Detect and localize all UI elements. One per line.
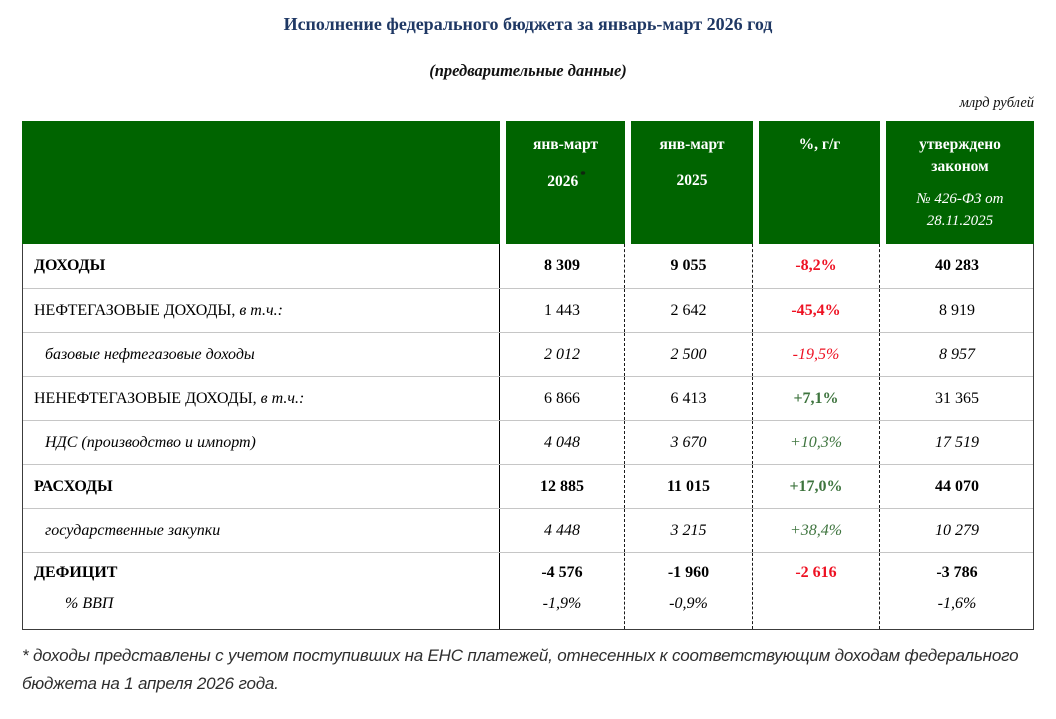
value-cell	[753, 421, 880, 464]
value-cell	[753, 465, 880, 508]
header-cell-pct-yoy	[753, 121, 880, 244]
row-label-cell	[23, 465, 500, 508]
row-label-suffix: в т.ч.:	[235, 301, 283, 319]
report-page	[0, 14, 1056, 719]
cell-value: 3 215	[670, 521, 707, 539]
cell-value: 6 866	[544, 389, 580, 407]
value-cell	[625, 553, 753, 629]
value-cell	[880, 465, 1034, 508]
cell-value: 4 448	[544, 521, 580, 539]
row-label: НЕНЕФТЕГАЗОВЫЕ ДОХОДЫ,	[34, 389, 257, 407]
cell-value: 10 279	[935, 521, 979, 539]
header-approved-label: утверждено законом	[919, 136, 1001, 176]
cell-value: 12 885	[540, 477, 584, 495]
footnote: * доходы представлены с учетом поступивших на ЕНС платежей, отнесенных к соответствующим доходам федерального бюджета на 1 апреля 2026 года.	[22, 646, 1019, 693]
row-label: государственные закупки	[45, 521, 221, 539]
value-cell	[500, 553, 625, 629]
row-label: ДОХОДЫ	[34, 257, 106, 274]
cell-value: 17 519	[935, 433, 979, 451]
footnote-marker: *	[580, 169, 586, 182]
value-cell	[500, 465, 625, 508]
value-cell	[500, 244, 625, 288]
header-cell-approved-law	[880, 121, 1034, 244]
cell-value: 1 443	[544, 301, 580, 319]
header-cell-jan-mar-2026	[500, 121, 625, 244]
value-cell	[625, 333, 753, 376]
table-row	[23, 464, 1033, 508]
header-pct-label: %, г/г	[798, 136, 841, 153]
cell-value: 3 670	[670, 433, 707, 451]
value-cell	[753, 509, 880, 552]
value-cell	[500, 377, 625, 420]
value-cell	[753, 244, 880, 288]
header-year-label: 2026 *	[547, 169, 586, 191]
cell-value: 9 055	[670, 257, 707, 274]
cell-value: +10,3%	[789, 433, 843, 451]
header-law-reference: № 426-ФЗ от 28.11.2025	[916, 190, 1004, 230]
row-subline-label: % ВВП	[65, 595, 114, 612]
row-label-suffix: в т.ч.:	[256, 389, 305, 407]
cell-value: +17,0%	[789, 477, 843, 495]
cell-value: -2 616	[795, 564, 837, 581]
value-cell	[500, 509, 625, 552]
header-year-label: 2025	[676, 172, 708, 190]
cell-value: 4 048	[544, 433, 580, 451]
cell-subvalue: -1,9%	[542, 595, 582, 612]
cell-value: 11 015	[666, 477, 711, 495]
row-label-cell	[23, 289, 500, 332]
page-subtitle: (предварительные данные)	[429, 61, 627, 80]
cell-value: 6 413	[670, 389, 707, 407]
value-cell	[753, 553, 880, 629]
value-cell	[500, 333, 625, 376]
value-cell	[625, 421, 753, 464]
page-title: Исполнение федерального бюджета за январь-март 2026 год	[283, 14, 773, 34]
row-label-cell	[23, 244, 500, 288]
header-cell-indicator	[22, 121, 500, 244]
cell-value: 2 642	[670, 301, 707, 319]
table-row	[23, 552, 1033, 629]
value-cell	[880, 333, 1034, 376]
value-cell	[753, 333, 880, 376]
row-label: НДС (производство и импорт)	[45, 433, 256, 451]
row-label: НЕФТЕГАЗОВЫЕ ДОХОДЫ,	[34, 301, 236, 319]
cell-value: 31 365	[935, 389, 979, 407]
value-cell	[753, 377, 880, 420]
budget-table	[22, 121, 1034, 630]
table-row	[23, 420, 1033, 464]
unit-label: млрд рублей	[959, 95, 1034, 111]
value-cell	[500, 289, 625, 332]
header-period-label: янв-март	[659, 136, 725, 153]
value-cell	[880, 553, 1034, 629]
table-row	[23, 376, 1033, 420]
cell-value: 8 919	[939, 301, 975, 319]
header-period-label: янв-март	[532, 136, 599, 153]
value-cell	[625, 244, 753, 288]
cell-value: -19,5%	[792, 345, 840, 363]
cell-subvalue: -1,6%	[937, 595, 977, 612]
table-row	[23, 288, 1033, 332]
cell-value: 2 500	[670, 345, 707, 363]
table-row	[23, 508, 1033, 552]
cell-value: 8 309	[544, 257, 580, 274]
cell-value: -4 576	[541, 564, 583, 581]
table-row	[23, 332, 1033, 376]
row-label-cell	[23, 333, 500, 376]
cell-value: +38,4%	[789, 521, 843, 539]
table-body	[22, 244, 1034, 630]
value-cell	[880, 509, 1034, 552]
value-cell	[753, 289, 880, 332]
cell-value: 44 070	[935, 477, 979, 495]
value-cell	[500, 421, 625, 464]
row-label-cell	[23, 377, 500, 420]
table-row	[23, 244, 1033, 288]
cell-value: -45,4%	[791, 301, 841, 319]
value-cell	[880, 289, 1034, 332]
cell-value: +7,1%	[793, 389, 839, 407]
row-label: базовые нефтегазовые доходы	[45, 345, 255, 363]
value-cell	[625, 465, 753, 508]
cell-value: -3 786	[936, 564, 978, 581]
value-cell	[880, 377, 1034, 420]
table-header	[22, 121, 1034, 244]
cell-value: 40 283	[935, 257, 979, 274]
row-label-cell	[23, 553, 500, 629]
cell-value: 8 957	[939, 345, 975, 363]
value-cell	[625, 377, 753, 420]
value-cell	[625, 509, 753, 552]
row-label: РАСХОДЫ	[34, 477, 113, 495]
cell-value: 2 012	[544, 345, 580, 363]
value-cell	[880, 244, 1034, 288]
cell-subvalue	[753, 595, 879, 613]
header-cell-jan-mar-2025	[625, 121, 753, 244]
row-label-cell	[23, 509, 500, 552]
cell-value: -1 960	[667, 564, 710, 581]
row-label-cell	[23, 421, 500, 464]
value-cell	[625, 289, 753, 332]
value-cell	[880, 421, 1034, 464]
row-label: ДЕФИЦИТ	[34, 564, 118, 581]
cell-value: -8,2%	[795, 257, 837, 274]
cell-subvalue: -0,9%	[669, 595, 708, 612]
